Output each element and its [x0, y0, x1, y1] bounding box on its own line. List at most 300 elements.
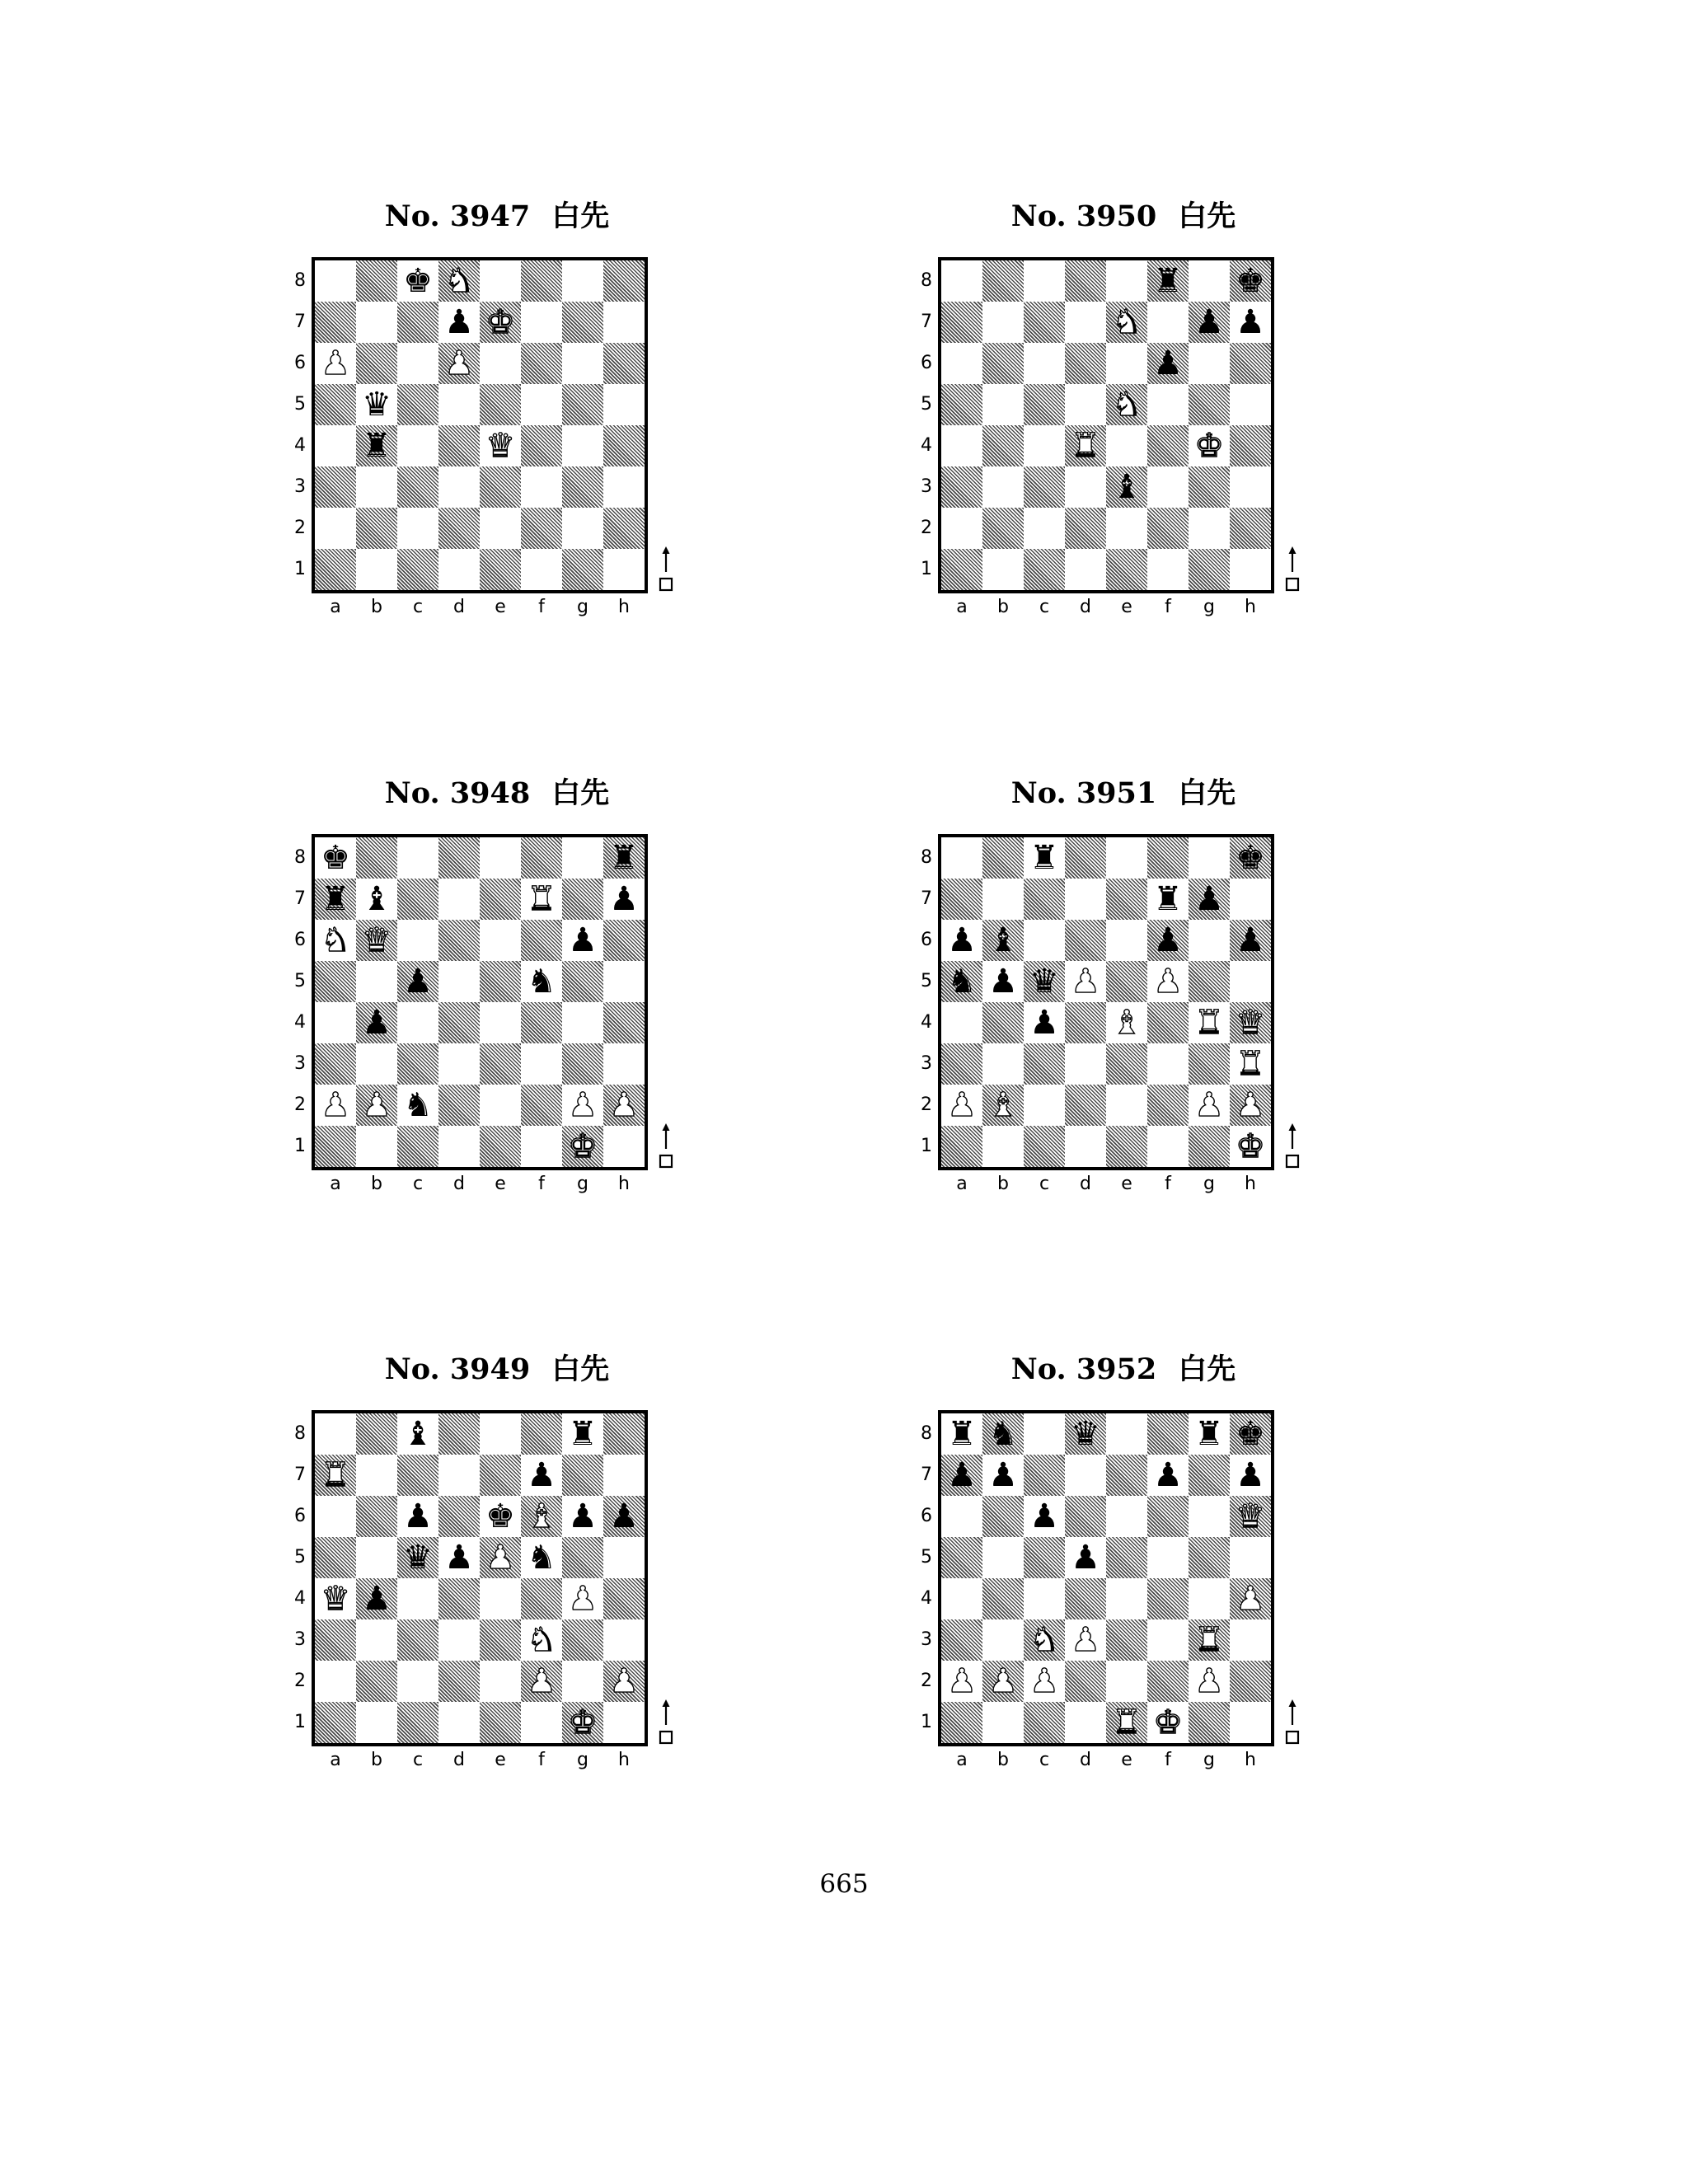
rank-label: 4 — [921, 1588, 932, 1609]
file-label: f — [1165, 1750, 1171, 1770]
white-pawn-icon: ♟ — [1194, 1086, 1224, 1124]
rank-label: 1 — [921, 1136, 932, 1156]
square-b2 — [356, 1661, 397, 1702]
file-label: f — [538, 1750, 545, 1770]
black-pawn-icon: ♟ — [1236, 921, 1265, 959]
square-d8 — [1065, 1413, 1106, 1455]
square-c5 — [397, 961, 438, 1002]
square-a5 — [941, 384, 982, 425]
square-d4 — [438, 1578, 480, 1619]
side-to-move-label: 白先 — [551, 1353, 610, 1386]
square-c1 — [1024, 1702, 1065, 1743]
square-g1 — [562, 549, 603, 590]
square-d8 — [438, 1413, 480, 1455]
white-rook-icon: ♜ — [1112, 1704, 1142, 1741]
square-f8 — [1147, 837, 1189, 879]
puzzle-number: No. 3950 — [1010, 199, 1157, 233]
rank-label: 3 — [294, 476, 306, 497]
black-rook-icon: ♜ — [1153, 262, 1183, 300]
rank-label: 2 — [294, 1671, 306, 1691]
square-g8 — [562, 260, 603, 302]
square-f7 — [521, 1455, 562, 1496]
square-e6 — [480, 1496, 521, 1537]
square-g6 — [562, 343, 603, 384]
square-e7 — [480, 302, 521, 343]
white-pawn-icon: ♟ — [568, 1086, 598, 1124]
black-pawn-icon: ♟ — [609, 880, 639, 918]
rank-label: 2 — [921, 1671, 932, 1691]
square-c1 — [397, 1702, 438, 1743]
white-knight-icon: ♞ — [1112, 386, 1142, 424]
square-e7 — [1106, 302, 1147, 343]
square-h1 — [603, 1126, 645, 1167]
puzzle-title — [291, 196, 703, 237]
square-a7 — [941, 302, 982, 343]
square-h2 — [1230, 1085, 1271, 1126]
file-label: e — [1121, 1174, 1132, 1194]
square-f2 — [1147, 1661, 1189, 1702]
square-g2 — [1189, 1085, 1230, 1126]
square-c7 — [1024, 302, 1065, 343]
black-pawn-icon: ♟ — [1029, 1497, 1059, 1535]
square-c2 — [1024, 1085, 1065, 1126]
square-b2 — [982, 508, 1024, 549]
square-h5 — [603, 961, 645, 1002]
square-c7 — [397, 879, 438, 920]
square-e8 — [480, 260, 521, 302]
square-b4 — [982, 1578, 1024, 1619]
square-d4 — [438, 425, 480, 466]
file-label: f — [1165, 1174, 1171, 1194]
rank-label: 5 — [294, 1547, 306, 1568]
black-bishop-icon: ♝ — [1112, 468, 1142, 506]
square-c7 — [1024, 1455, 1065, 1496]
rank-label: 4 — [294, 1588, 306, 1609]
black-pawn-icon: ♟ — [609, 1497, 639, 1535]
square-f5 — [1147, 1537, 1189, 1578]
square-f1 — [1147, 1126, 1189, 1167]
square-d6 — [438, 1496, 480, 1537]
square-h4 — [603, 1578, 645, 1619]
white-queen-icon: ♛ — [362, 921, 392, 959]
square-b3 — [982, 1619, 1024, 1661]
rank-label: 1 — [294, 1712, 306, 1732]
square-c6 — [397, 343, 438, 384]
side-to-move-label: 白先 — [1178, 1353, 1236, 1386]
square-a2 — [941, 1661, 982, 1702]
square-c4 — [397, 425, 438, 466]
square-c1 — [397, 549, 438, 590]
square-d6 — [438, 343, 480, 384]
square-f3 — [1147, 1619, 1189, 1661]
rank-label: 7 — [921, 888, 932, 909]
file-label: g — [1203, 1174, 1215, 1194]
square-e3 — [480, 466, 521, 508]
square-c8 — [1024, 837, 1065, 879]
square-h8 — [603, 837, 645, 879]
white-pawn-icon: ♟ — [1029, 1662, 1059, 1700]
black-king-icon: ♚ — [1236, 839, 1265, 877]
square-c3 — [1024, 1619, 1065, 1661]
file-label: d — [1080, 1750, 1091, 1770]
square-d1 — [1065, 1126, 1106, 1167]
square-h7 — [1230, 1455, 1271, 1496]
square-b1 — [356, 1702, 397, 1743]
square-d4 — [1065, 425, 1106, 466]
square-h2 — [603, 508, 645, 549]
file-label: f — [538, 1174, 545, 1194]
black-pawn-icon: ♟ — [1194, 880, 1224, 918]
square-h1 — [1230, 1702, 1271, 1743]
square-g1 — [562, 1702, 603, 1743]
rank-label: 5 — [921, 971, 932, 991]
square-d2 — [438, 1085, 480, 1126]
rank-label: 7 — [294, 888, 306, 909]
square-a3 — [941, 1043, 982, 1085]
file-label: f — [1165, 597, 1171, 617]
black-king-icon: ♚ — [1236, 262, 1265, 300]
rank-label: 7 — [921, 1465, 932, 1485]
square-e6 — [1106, 1496, 1147, 1537]
puzzle-number: No. 3947 — [384, 199, 531, 233]
black-rook-icon: ♜ — [362, 427, 392, 465]
square-d7 — [1065, 879, 1106, 920]
rank-label: 6 — [294, 1506, 306, 1526]
square-a8 — [941, 1413, 982, 1455]
square-h8 — [603, 260, 645, 302]
rank-label: 1 — [921, 1712, 932, 1732]
square-c7 — [397, 302, 438, 343]
square-a4 — [941, 1578, 982, 1619]
square-g8 — [1189, 837, 1230, 879]
file-label: c — [1039, 1750, 1050, 1770]
square-b5 — [356, 1537, 397, 1578]
black-rook-icon: ♜ — [609, 839, 639, 877]
black-pawn-icon: ♟ — [1029, 1004, 1059, 1042]
square-h3 — [1230, 1043, 1271, 1085]
square-d3 — [1065, 466, 1106, 508]
square-e8 — [480, 837, 521, 879]
rank-label: 8 — [294, 270, 306, 291]
file-label: e — [495, 597, 506, 617]
square-f4 — [521, 1002, 562, 1043]
rank-label: 4 — [294, 1012, 306, 1033]
file-label: b — [997, 1174, 1009, 1194]
white-rook-icon: ♜ — [1236, 1045, 1265, 1083]
rank-label: 3 — [294, 1629, 306, 1650]
rank-label: 5 — [294, 394, 306, 415]
file-label: a — [956, 1750, 968, 1770]
square-b2 — [982, 1085, 1024, 1126]
square-d2 — [1065, 508, 1106, 549]
square-h4 — [603, 425, 645, 466]
square-e5 — [1106, 1537, 1147, 1578]
white-queen-icon: ♛ — [321, 1580, 350, 1618]
square-d5 — [438, 1537, 480, 1578]
rank-label: 7 — [294, 1465, 306, 1485]
file-label: d — [1080, 1174, 1091, 1194]
square-g5 — [1189, 384, 1230, 425]
rank-label: 5 — [294, 971, 306, 991]
square-e5 — [1106, 961, 1147, 1002]
square-e5 — [1106, 384, 1147, 425]
file-label: a — [330, 1750, 341, 1770]
white-knight-icon: ♞ — [527, 1621, 556, 1659]
square-h6 — [603, 343, 645, 384]
square-f3 — [1147, 466, 1189, 508]
square-e4 — [1106, 1002, 1147, 1043]
rank-label: 7 — [294, 312, 306, 332]
file-label: e — [1121, 1750, 1132, 1770]
square-g8 — [562, 1413, 603, 1455]
file-label: g — [577, 597, 588, 617]
square-b4 — [356, 1002, 397, 1043]
square-b3 — [356, 1043, 397, 1085]
black-pawn-icon: ♟ — [362, 1004, 392, 1042]
white-pawn-icon: ♟ — [527, 1662, 556, 1700]
black-pawn-icon: ♟ — [1236, 1456, 1265, 1494]
square-g3 — [562, 466, 603, 508]
rank-label: 6 — [294, 353, 306, 373]
square-h8 — [603, 1413, 645, 1455]
square-b3 — [356, 1619, 397, 1661]
square-e6 — [1106, 343, 1147, 384]
square-a7 — [941, 879, 982, 920]
puzzle-title — [291, 1349, 703, 1390]
square-g1 — [1189, 1126, 1230, 1167]
black-pawn-icon: ♟ — [444, 1539, 474, 1577]
square-c6 — [1024, 920, 1065, 961]
square-b8 — [356, 260, 397, 302]
square-d1 — [1065, 1702, 1106, 1743]
square-a8 — [941, 837, 982, 879]
square-h6 — [1230, 1496, 1271, 1537]
square-a4 — [941, 1002, 982, 1043]
square-e8 — [480, 1413, 521, 1455]
side-to-move-label: 白先 — [1178, 777, 1236, 810]
square-b1 — [356, 1126, 397, 1167]
black-knight-icon: ♞ — [988, 1415, 1018, 1453]
square-e1 — [480, 1702, 521, 1743]
rank-label: 2 — [921, 1094, 932, 1115]
black-pawn-icon: ♟ — [444, 303, 474, 341]
square-g5 — [562, 961, 603, 1002]
square-f1 — [1147, 1702, 1189, 1743]
square-b1 — [356, 549, 397, 590]
square-c6 — [397, 1496, 438, 1537]
square-g2 — [562, 1661, 603, 1702]
file-label: h — [1245, 597, 1256, 617]
square-h7 — [1230, 879, 1271, 920]
white-pawn-icon: ♟ — [1236, 1086, 1265, 1124]
file-label: h — [618, 1174, 630, 1194]
square-g1 — [1189, 549, 1230, 590]
black-king-icon: ♚ — [485, 1497, 515, 1535]
square-d6 — [1065, 1496, 1106, 1537]
square-h6 — [603, 1496, 645, 1537]
puzzle-diagram — [291, 1349, 703, 1811]
square-e1 — [1106, 1126, 1147, 1167]
white-rook-icon: ♜ — [1071, 427, 1100, 465]
chess-board — [938, 1410, 1274, 1746]
square-a3 — [315, 466, 356, 508]
black-pawn-icon: ♟ — [527, 1456, 556, 1494]
square-b5 — [356, 384, 397, 425]
square-g7 — [1189, 1455, 1230, 1496]
white-rook-icon: ♜ — [527, 880, 556, 918]
square-c8 — [1024, 260, 1065, 302]
square-d4 — [1065, 1002, 1106, 1043]
square-a2 — [941, 508, 982, 549]
black-queen-icon: ♛ — [362, 386, 392, 424]
square-d7 — [438, 302, 480, 343]
square-g7 — [562, 302, 603, 343]
square-g3 — [562, 1619, 603, 1661]
square-b5 — [356, 961, 397, 1002]
square-e7 — [480, 879, 521, 920]
white-bishop-icon: ♝ — [1112, 1004, 1142, 1042]
square-c5 — [1024, 961, 1065, 1002]
square-c2 — [397, 508, 438, 549]
black-pawn-icon: ♟ — [1153, 1456, 1183, 1494]
file-label: c — [412, 1174, 424, 1194]
square-f1 — [521, 549, 562, 590]
square-g7 — [562, 1455, 603, 1496]
file-label: b — [371, 597, 382, 617]
white-pawn-icon: ♟ — [1194, 1662, 1224, 1700]
puzzle-diagram — [917, 773, 1329, 1235]
square-e1 — [1106, 1702, 1147, 1743]
black-pawn-icon: ♟ — [403, 1497, 433, 1535]
rank-label: 3 — [921, 1629, 932, 1650]
white-king-icon: ♚ — [568, 1127, 598, 1165]
square-b8 — [982, 1413, 1024, 1455]
puzzle-diagram — [917, 1349, 1329, 1811]
black-pawn-icon: ♟ — [988, 963, 1018, 1001]
file-label: g — [1203, 597, 1215, 617]
square-f7 — [1147, 879, 1189, 920]
square-c3 — [397, 1043, 438, 1085]
square-g8 — [1189, 1413, 1230, 1455]
square-g6 — [1189, 1496, 1230, 1537]
square-d8 — [438, 837, 480, 879]
square-d6 — [1065, 920, 1106, 961]
square-h5 — [1230, 1537, 1271, 1578]
square-g4 — [1189, 1578, 1230, 1619]
square-c1 — [397, 1126, 438, 1167]
square-e4 — [480, 1578, 521, 1619]
square-e5 — [480, 384, 521, 425]
square-d2 — [438, 508, 480, 549]
square-b8 — [356, 1413, 397, 1455]
file-label: g — [577, 1750, 588, 1770]
white-pawn-icon: ♟ — [362, 1086, 392, 1124]
square-c2 — [397, 1661, 438, 1702]
black-pawn-icon: ♟ — [988, 1456, 1018, 1494]
square-e8 — [1106, 837, 1147, 879]
square-f7 — [1147, 302, 1189, 343]
white-rook-icon: ♜ — [1194, 1621, 1224, 1659]
square-a7 — [315, 302, 356, 343]
chess-board — [312, 1410, 648, 1746]
black-knight-icon: ♞ — [403, 1086, 433, 1124]
square-b7 — [356, 302, 397, 343]
square-e4 — [1106, 1578, 1147, 1619]
white-pawn-icon: ♟ — [1071, 963, 1100, 1001]
square-a3 — [315, 1043, 356, 1085]
white-to-move-icon — [658, 1699, 674, 1748]
white-pawn-icon: ♟ — [321, 1086, 350, 1124]
square-c2 — [1024, 1661, 1065, 1702]
square-e3 — [1106, 466, 1147, 508]
square-f2 — [1147, 1085, 1189, 1126]
puzzle-diagram — [291, 196, 703, 658]
square-c3 — [397, 1619, 438, 1661]
black-pawn-icon: ♟ — [568, 921, 598, 959]
square-c8 — [397, 1413, 438, 1455]
white-bishop-icon: ♝ — [988, 1086, 1018, 1124]
square-g1 — [562, 1126, 603, 1167]
square-d8 — [1065, 837, 1106, 879]
square-a2 — [941, 1085, 982, 1126]
file-label: d — [453, 1750, 465, 1770]
square-f1 — [1147, 549, 1189, 590]
square-e6 — [1106, 920, 1147, 961]
square-f4 — [1147, 1578, 1189, 1619]
square-e4 — [480, 1002, 521, 1043]
square-c8 — [397, 260, 438, 302]
square-d7 — [1065, 1455, 1106, 1496]
square-b6 — [356, 343, 397, 384]
square-g6 — [1189, 343, 1230, 384]
square-f4 — [521, 425, 562, 466]
square-h5 — [1230, 384, 1271, 425]
file-label: a — [330, 1174, 341, 1194]
file-label: h — [618, 597, 630, 617]
square-e1 — [480, 1126, 521, 1167]
square-h5 — [603, 384, 645, 425]
square-d6 — [1065, 343, 1106, 384]
square-a8 — [941, 260, 982, 302]
square-h3 — [603, 1043, 645, 1085]
square-a2 — [315, 508, 356, 549]
square-d4 — [438, 1002, 480, 1043]
square-b3 — [356, 466, 397, 508]
square-a1 — [315, 1126, 356, 1167]
square-a5 — [315, 1537, 356, 1578]
square-a4 — [315, 1002, 356, 1043]
black-queen-icon: ♛ — [1029, 963, 1059, 1001]
file-label: c — [1039, 597, 1050, 617]
square-d7 — [438, 879, 480, 920]
square-a1 — [941, 1126, 982, 1167]
square-g6 — [562, 1496, 603, 1537]
square-h3 — [1230, 466, 1271, 508]
square-e6 — [480, 343, 521, 384]
square-d5 — [1065, 961, 1106, 1002]
square-b6 — [982, 920, 1024, 961]
square-d8 — [438, 260, 480, 302]
square-d8 — [1065, 260, 1106, 302]
square-h7 — [603, 1455, 645, 1496]
puzzle-title — [917, 1349, 1329, 1390]
square-d3 — [438, 466, 480, 508]
square-h1 — [1230, 549, 1271, 590]
file-label: f — [538, 597, 545, 617]
square-a8 — [315, 1413, 356, 1455]
file-label: b — [997, 597, 1009, 617]
square-d1 — [438, 1702, 480, 1743]
